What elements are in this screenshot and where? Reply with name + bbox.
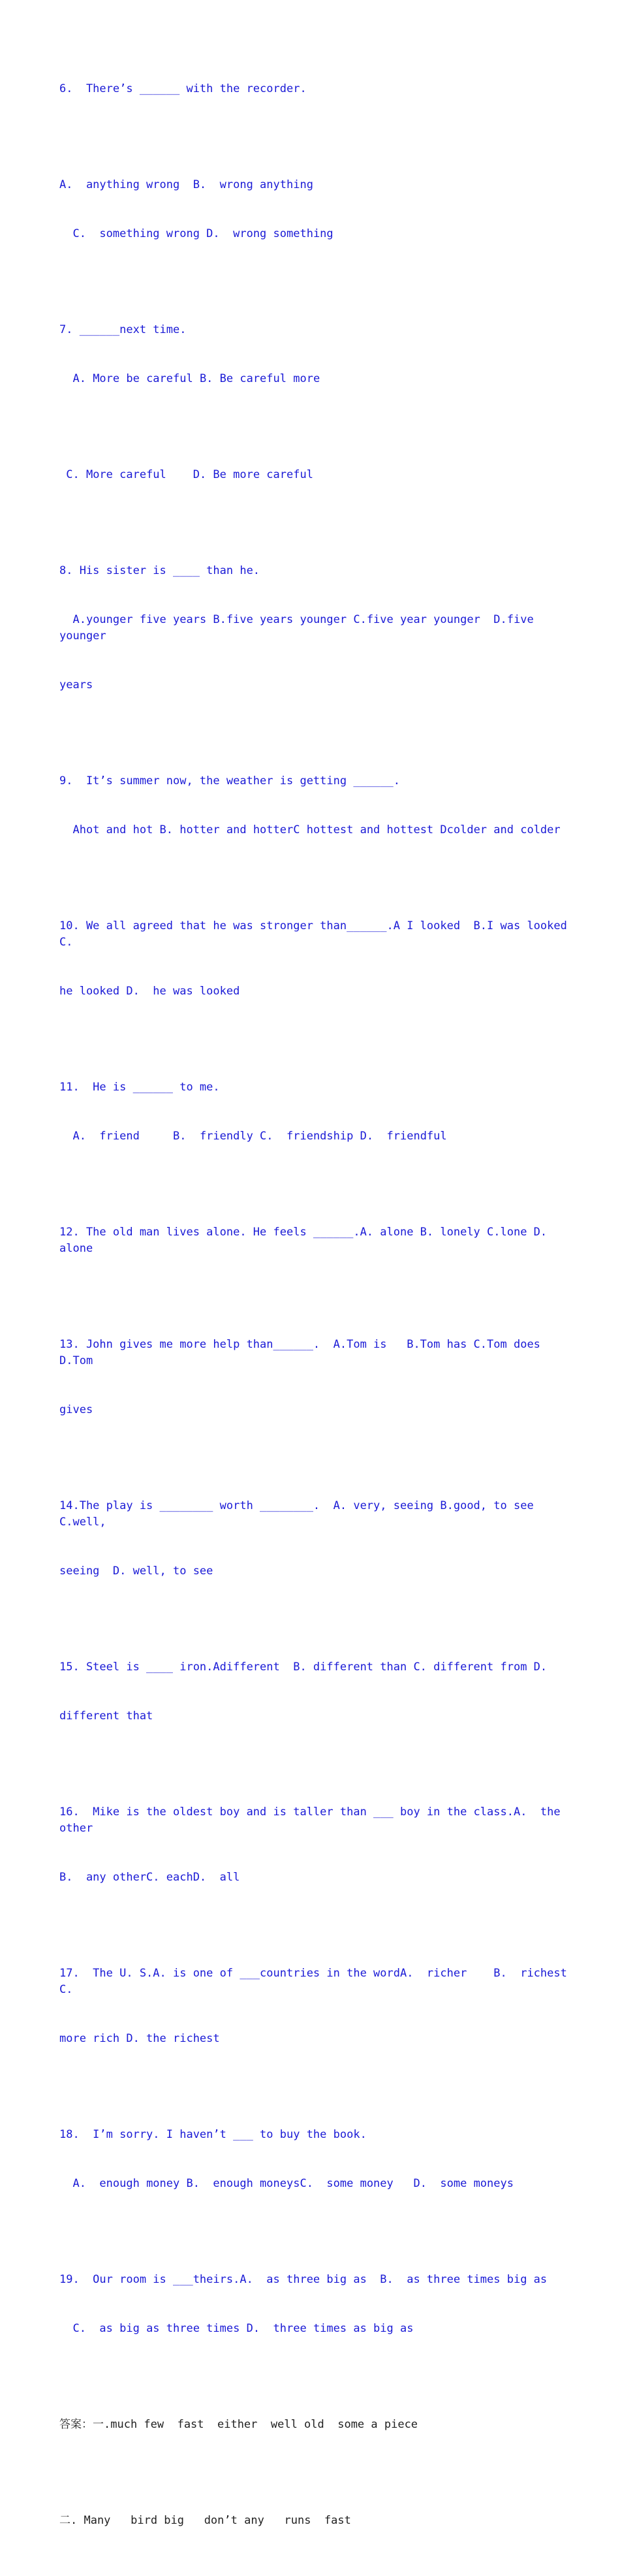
question-line: C. as big as three times D. three times as big as <box>59 2322 414 2335</box>
question-8 <box>59 530 568 726</box>
question-6-options <box>59 144 568 275</box>
question-12 <box>59 1192 568 1290</box>
question-line: he looked D. he was looked <box>59 985 240 998</box>
question-6 <box>59 48 568 130</box>
answer-line: 二. Many bird big don’t any runs fast <box>59 2514 351 2527</box>
question-line: 14.The play is ________ worth ________. A. very, seeing B.good, to see C.well, <box>59 1499 540 1529</box>
question-line: C. More careful D. Be more careful <box>59 468 313 481</box>
answer-key-part-1 <box>59 2384 568 2466</box>
question-line: gives <box>59 1403 93 1416</box>
question-14 <box>59 1465 568 1612</box>
question-15 <box>59 1627 568 1757</box>
exercise-page <box>59 48 574 2576</box>
question-line: 15. Steel is ____ iron.Adifferent B. different than C. different from D. <box>59 1661 548 1674</box>
question-line: years <box>59 678 93 692</box>
question-7 <box>59 289 568 420</box>
question-line: different that <box>59 1709 153 1723</box>
question-10 <box>59 885 574 1032</box>
question-11 <box>59 1047 568 1177</box>
question-line: 12. The old man lives alone. He feels ______.A. alone B. lonely C.lone D. alone <box>59 1226 554 1255</box>
question-line: 16. Mike is the oldest boy and is taller than ___ boy in the class.A. the other <box>59 1805 567 1835</box>
question-7-options <box>59 434 568 516</box>
answer-line: 答案：一.much few fast either well old some a piece <box>59 2418 418 2431</box>
question-17 <box>59 1933 574 2080</box>
question-line: B. any otherC. eachD. all <box>59 1871 240 1884</box>
question-line: 6. There’s ______ with the recorder. <box>59 82 307 95</box>
question-line: 19. Our room is ___theirs.A. as three big as B. as three times big as <box>59 2273 548 2286</box>
question-18 <box>59 2094 568 2225</box>
question-line: 10. We all agreed that he was stronger than______.A I looked B.I was looked C. <box>59 919 574 949</box>
question-19 <box>59 2239 568 2370</box>
question-line: A. More be careful B. Be careful more <box>59 372 320 385</box>
question-16 <box>59 1772 568 1918</box>
question-line: 7. ______next time. <box>59 323 187 336</box>
question-line: 11. He is ______ to me. <box>59 1081 220 1094</box>
question-9 <box>59 740 568 871</box>
question-line: 18. I’m sorry. I haven’t ___ to buy the book. <box>59 2128 367 2141</box>
question-line: seeing D. well, to see <box>59 1565 213 1578</box>
question-13 <box>59 1304 568 1451</box>
question-line: A.younger five years B.five years younger C.five year younger D.five younger <box>59 613 540 643</box>
question-line: more rich D. the richest <box>59 2032 220 2045</box>
question-line: A. anything wrong B. wrong anything <box>59 178 313 191</box>
question-line: 17. The U. S.A. is one of ___countries in the wordA. richer B. richest C. <box>59 1967 574 1996</box>
question-line: A. enough money B. enough moneysC. some money D. some moneys <box>59 2177 514 2190</box>
question-line: 9. It’s summer now, the weather is getting ______. <box>59 774 400 787</box>
question-line: A. friend B. friendly C. friendship D. friendful <box>59 1130 447 1143</box>
question-line: 8. His sister is ____ than he. <box>59 564 260 577</box>
question-line: 13. John gives me more help than______. A.Tom is B.Tom has C.Tom does D.Tom <box>59 1338 548 1367</box>
answer-key-part-2 <box>59 2480 568 2562</box>
question-line: C. something wrong D. wrong something <box>59 227 333 240</box>
question-line: Ahot and hot B. hotter and hotterC hottest and hottest Dcolder and colder <box>59 823 561 836</box>
